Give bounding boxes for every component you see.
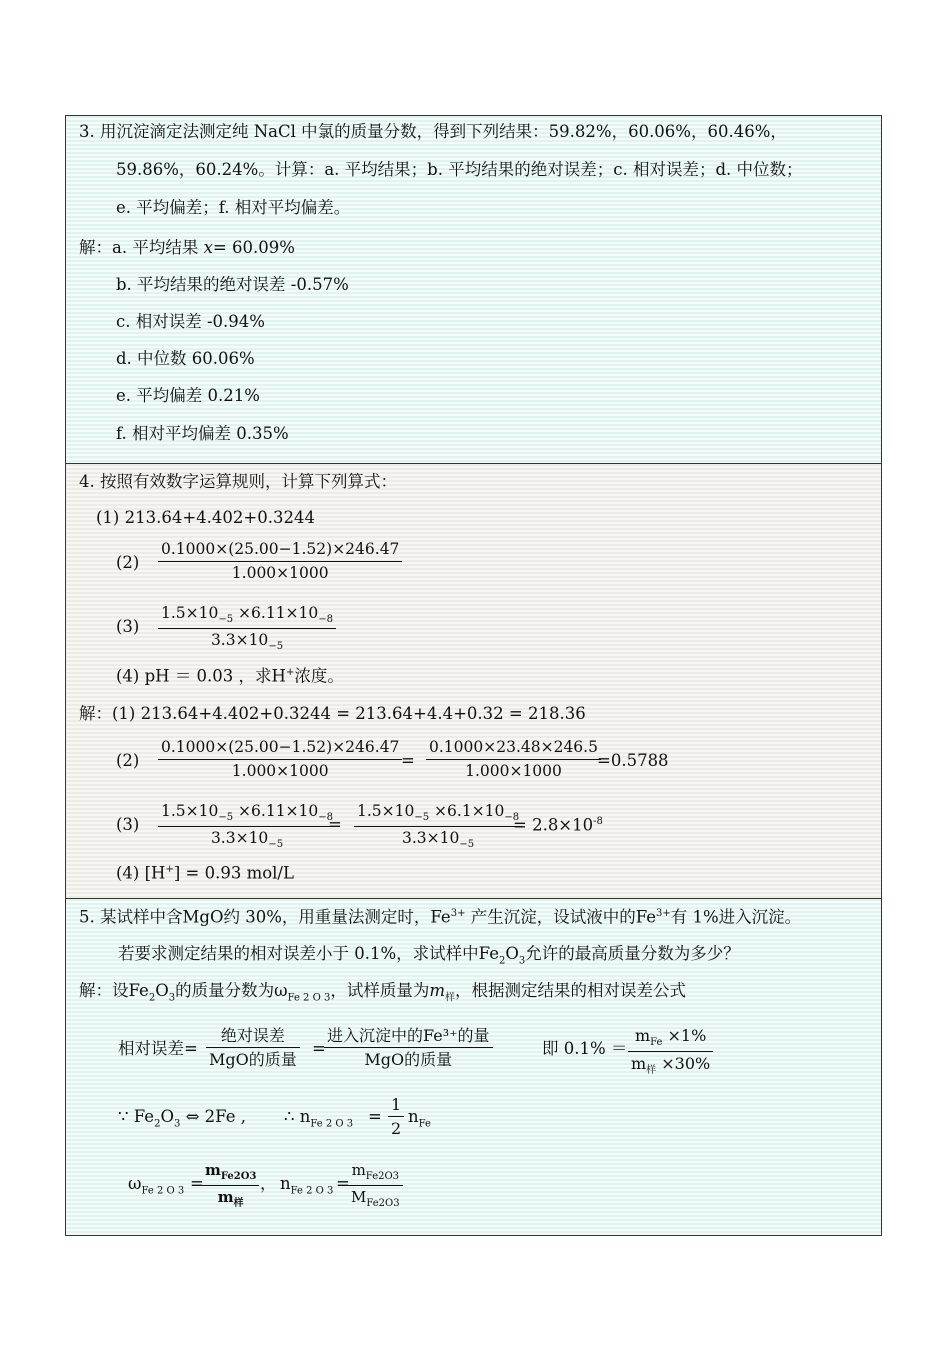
q3-line-2: 59.86%，60.24%。计算：a. 平均结果；b. 平均结果的绝对误差；c. 相对误差；d. 中位数；	[116, 160, 803, 179]
q3-line-3: e. 平均偏差；f. 相对平均偏差。	[116, 198, 351, 217]
q4-solution-3-fraction-a: $\frac{1.5\times 10_{-5} \times 6.11\times 10_{-8}}{3.3\times 10_{-5}}$	[158, 804, 336, 850]
q4-solution-4: (4) [H+] = 0.93 mol/L	[116, 863, 294, 883]
q5-comma: ，	[260, 1174, 277, 1193]
q5-n-fe2o3: $n_{Fe 2 O 3}$	[280, 1174, 334, 1197]
q4-problem-2-fraction: $\frac{0.1000\times(25.00-1.52)\times 246.47}{1.000\times 1000}$	[158, 542, 402, 581]
q5-omega-equals: =	[190, 1174, 204, 1193]
q5-because: ∵ $Fe_2O_3$ ⇔ 2Fe ,	[118, 1107, 246, 1130]
q3-answer-a: 解：a. 平均结果 x= 60.09%	[79, 238, 295, 257]
q4-problem-4: (4) pH ＝ 0.03 ，求H+浓度。	[116, 666, 344, 686]
q3-answer-f: f. 相对平均偏差 0.35%	[116, 424, 289, 443]
q4-problem-2-label: (2)	[116, 553, 140, 572]
q4-solution-2-fraction-a: $\frac{0.1000\times(25.00-1.52)\times 246.47}{1.000\times 1000}$	[158, 740, 402, 779]
q3-answer-e: e. 平均偏差 0.21%	[116, 386, 260, 405]
q4-solution-2-result: =0.5788	[597, 751, 669, 770]
q5-relative-error-label: 相对误差=	[118, 1039, 198, 1058]
q4-solution-1: 解：(1) 213.64+4.402+0.3244 = 213.64+4.4+0.32 = 218.36	[79, 704, 586, 723]
q5-ji-label: 即 0.1% ＝	[542, 1039, 628, 1058]
q3-answer-d: d. 中位数 60.06%	[116, 349, 255, 368]
q5-relative-error-fraction-2: 进入沉淀中的Fe³⁺的量 MgO的质量	[324, 1028, 493, 1068]
q5-n-fraction: $m_{Fe2O3}$ $M_{Fe2O3}$	[348, 1163, 403, 1209]
q3-line-1: 3. 用沉淀滴定法测定纯 NaCl 中氯的质量分数，得到下列结果：59.82%，60.06%，60.46%，	[79, 122, 787, 141]
q3-answer-b: b. 平均结果的绝对误差 -0.57%	[116, 275, 349, 294]
q5-line-3: 解：设$Fe_2O_3$的质量分数为$\omega_{Fe 2 O 3}$，试样质量为$m_样$，根据测定结果的相对误差公式	[79, 981, 686, 1004]
q4-solution-3-fraction-b: $\frac{1.5\times 10_{-5} \times 6.1\times 10_{-8}}{3.3\times 10_{-5}}$	[354, 804, 522, 850]
question-4-box	[65, 463, 882, 899]
q4-solution-3-label: (3)	[116, 815, 140, 834]
question-5-box	[65, 898, 882, 1236]
q5-relative-error-equals: =	[312, 1039, 326, 1058]
q5-line-1: 5. 某试样中含MgO约 30%，用重量法测定时，$Fe^{3+}$ 产生沉淀，设试液中的$Fe^{3+}$有 1%进入沉淀。	[79, 907, 802, 927]
q5-therefore-equals: =	[368, 1107, 382, 1126]
q5-ji-fraction: $m_{Fe} \times 1\%$ $m_样 \times 30\%$	[628, 1028, 713, 1076]
q5-omega: $\omega_{Fe 2 O 3}$	[128, 1174, 185, 1197]
q4-problem-3-fraction: $\frac{1.5\times 10_{-5} \times 6.11\times 10_{-8}}{3.3\times 10_{-5}}$	[158, 606, 336, 652]
q3-answer-c: c. 相对误差 -0.94%	[116, 312, 265, 331]
q5-relative-error-fraction-1: 绝对误差 MgO的质量	[206, 1028, 300, 1068]
q4-solution-3-result: = $2.8\times 10^{-8}$	[513, 815, 603, 835]
q5-n-equals: =	[336, 1174, 350, 1193]
q4-solution-2-label: (2)	[116, 751, 140, 770]
q4-solution-3-equals: =	[328, 815, 342, 834]
q5-omega-fraction: $m_{Fe2O3}$ $m_样$	[202, 1163, 259, 1209]
q5-therefore: ∴ $n_{Fe 2 O 3}$	[284, 1107, 354, 1130]
q4-title: 4. 按照有效数字运算规则，计算下列算式：	[79, 472, 397, 491]
q4-problem-1: (1) 213.64+4.402+0.3244	[96, 508, 315, 527]
q5-half-fraction: $\frac{1}{2}$	[388, 1097, 404, 1137]
q4-solution-2-fraction-b: $\frac{0.1000\times 23.48\times 246.5}{1.000\times 1000}$	[426, 740, 601, 779]
q4-solution-2-equals: =	[401, 751, 415, 770]
question-3-box	[65, 115, 882, 464]
q5-line-2: 若要求测定结果的相对误差小于 0.1%，求试样中$Fe_2O_3$允许的最高质量分数为多少？	[118, 944, 740, 967]
q5-n-fe: $n_{Fe}$	[408, 1107, 431, 1130]
q4-problem-3-label: (3)	[116, 617, 140, 636]
